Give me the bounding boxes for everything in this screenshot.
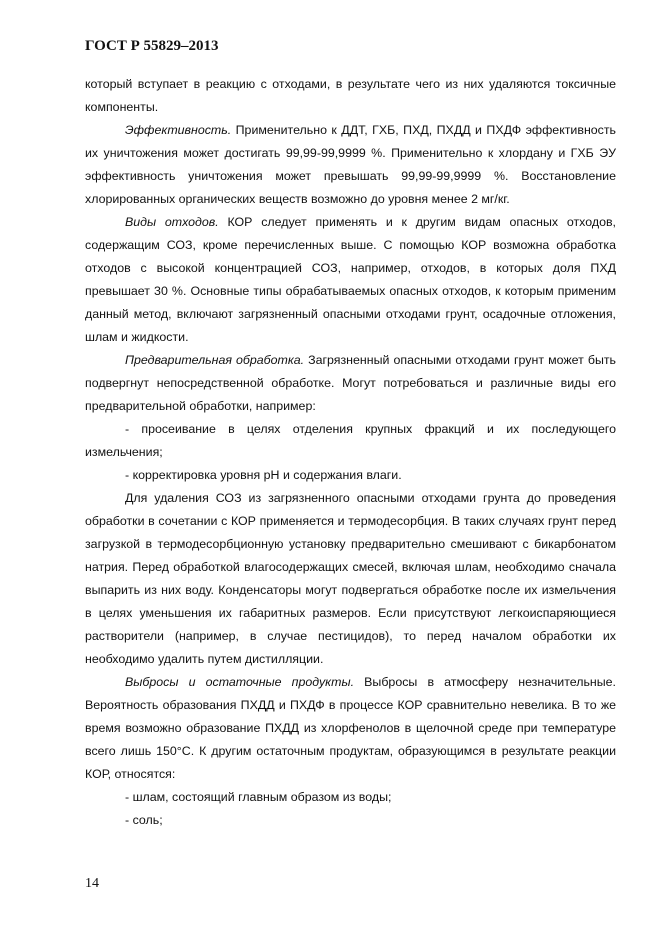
- paragraph-text: Для удаления СОЗ из загрязненного опасными отходами грунта до проведения обработки в сочетании с КОР применяется и термодесорбция. В таких случаях грунт перед загрузкой в термодесорбционную установку предварительно смешивают с бикарбонатом натрия. Перед обработкой влагосодержащих смесей, включая шлам, необходимо сначала выпарить из них воду. Конденсаторы могут подвергаться обработке после их измельчения в целях уменьшения их габаритных размеров. Если присутствуют легкоиспаряющиеся растворители (например, в случае пестицидов), то перед началом обработки их необходимо удалить путем дистилляции.: [85, 491, 616, 666]
- paragraph-text: который вступает в реакцию с отходами, в результате чего из них удаляются токсичные компоненты.: [85, 77, 616, 114]
- list-item: [85, 809, 616, 832]
- list-item-text: - шлам, состоящий главным образом из воды;: [125, 790, 392, 804]
- list-item-text: - просеивание в целях отделения крупных фракций и их последующего измельчения;: [85, 422, 616, 459]
- page-number: 14: [85, 876, 99, 891]
- document-body: [85, 73, 616, 832]
- paragraph-text: Применительно к ДДТ, ГХБ, ПХД, ПХДД и ПХДФ эффективность их уничтожения может достигать 99,99-99,9999 %. Применительно к хлордану и ГХБ ЭУ эффективность уничтожения может превышать 99,99-99,9999 %. Восстановление хлорированных органических веществ возможно до уровня менее 2 мг/кг.: [85, 123, 616, 206]
- paragraph-pretreatment: [85, 349, 616, 418]
- paragraph-emissions: [85, 671, 616, 786]
- paragraph-text: Загрязненный опасными отходами грунт может быть подвергнут непосредственной обработке. Могут потребоваться и различные виды его предварительной обработки, например:: [85, 353, 616, 413]
- list-item: [85, 464, 616, 487]
- paragraph-efficiency: [85, 119, 616, 211]
- paragraph-text: Выбросы в атмосферу незначительные. Вероятность образования ПХДД и ПХДФ в процессе КОР сравнительно невелика. В то же время возможно образование ПХДД из хлорфенолов в щелочной среде при температуре всего лишь 150°С. К другим остаточным продуктам, образующимся в результате реакции КОР, относятся:: [85, 675, 616, 781]
- paragraph-waste-types: [85, 211, 616, 349]
- list-item-text: - корректировка уровня pH и содержания влаги.: [125, 468, 402, 482]
- paragraph-lead: Эффективность.: [125, 123, 232, 137]
- list-item: [85, 786, 616, 809]
- paragraph-lead: Виды отходов.: [125, 215, 219, 229]
- paragraph-text: КОР следует применять и к другим видам опасных отходов, содержащим СОЗ, кроме перечисленных выше. С помощью КОР возможна обработка отходов с высокой концентрацией СОЗ, например, отходов, в которых доля ПХД превышает 30 %. Основные типы обрабатываемых опасных отходов, к которым применим данный метод, включают загрязненный опасными отходами грунт, осадочные отложения, шлам и жидкости.: [85, 215, 617, 344]
- document-header: ГОСТ Р 55829–2013: [85, 38, 219, 54]
- paragraph-thermodesorption: [85, 487, 616, 671]
- paragraph-lead: Предварительная обработка.: [125, 353, 305, 367]
- paragraph-continuation: [85, 73, 616, 119]
- paragraph-lead: Выбросы и остаточные продукты.: [125, 675, 355, 689]
- list-item: [85, 418, 616, 464]
- list-item-text: - соль;: [125, 813, 163, 827]
